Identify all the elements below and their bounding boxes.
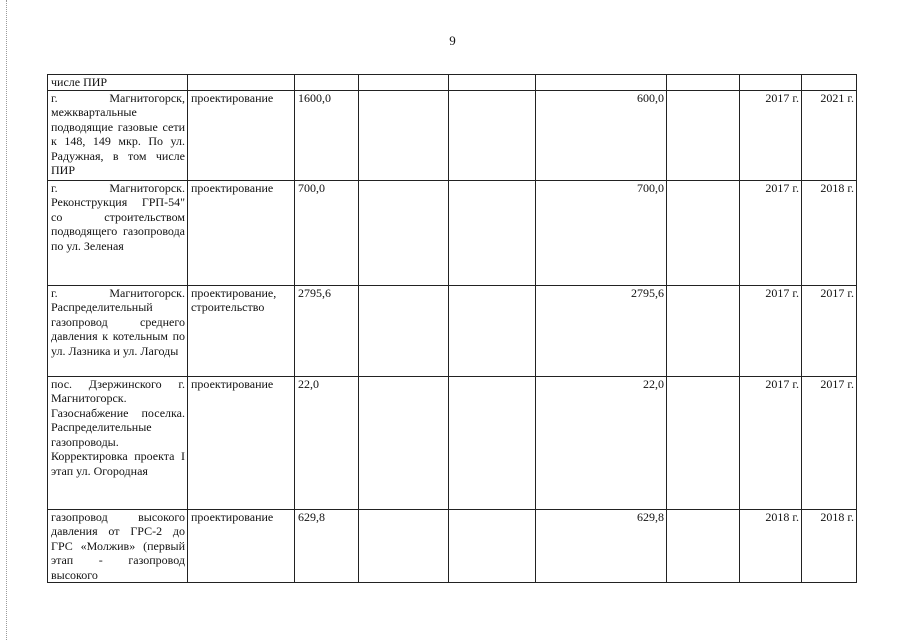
cell-start-year (740, 75, 802, 91)
cell-start-year: 2018 г. (740, 509, 802, 583)
cell-value (536, 75, 667, 91)
cell-total: 629,8 (295, 509, 359, 583)
cell-stage: проектирование (188, 376, 295, 509)
cell-end-year: 2018 г. (802, 180, 857, 285)
cell-description: газопровод высокого давления от ГРС-2 до ГРС «Молжив» (первый этап - газопровод высокого (48, 509, 188, 583)
cell-start-year: 2017 г. (740, 90, 802, 180)
cell-stage: проектирование (188, 90, 295, 180)
cell-description: пос. Дзержинского г. Магнитогорск. Газоснабжение поселка. Распределительные газопроводы. Корректировка проекта I этап ул. Огородная (48, 376, 188, 509)
cell-total: 22,0 (295, 376, 359, 509)
cell-description: г. Магнитогорск. Реконструкция ГРП-54" со строительством подводящего газопровода по ул. Зеленая (48, 180, 188, 285)
table-row (48, 75, 857, 91)
cell-end-year (802, 75, 857, 91)
cell-end-year: 2017 г. (802, 376, 857, 509)
cell-end-year: 2017 г. (802, 285, 857, 376)
cell-total: 1600,0 (295, 90, 359, 180)
cell-empty (667, 180, 740, 285)
cell-empty (667, 285, 740, 376)
cell-total (295, 75, 359, 91)
cell-empty (667, 75, 740, 91)
page-number: 9 (449, 33, 456, 48)
cell-start-year: 2017 г. (740, 285, 802, 376)
cell-value: 22,0 (536, 376, 667, 509)
cell-end-year: 2021 г. (802, 90, 857, 180)
page-left-edge (6, 0, 7, 640)
cell-total: 700,0 (295, 180, 359, 285)
cell-total: 2795,6 (295, 285, 359, 376)
cell-empty (359, 509, 449, 583)
cell-empty (359, 180, 449, 285)
cell-value: 629,8 (536, 509, 667, 583)
table-row (48, 90, 857, 180)
table-row (48, 509, 857, 583)
cell-empty (449, 90, 536, 180)
cell-empty (449, 180, 536, 285)
cell-end-year: 2018 г. (802, 509, 857, 583)
cell-empty (667, 90, 740, 180)
table-row (48, 180, 857, 285)
cell-value: 600,0 (536, 90, 667, 180)
cell-empty (449, 75, 536, 91)
data-table (47, 74, 857, 583)
table-row (48, 376, 857, 509)
cell-empty (449, 376, 536, 509)
cell-empty (359, 285, 449, 376)
cell-stage (188, 75, 295, 91)
cell-start-year: 2017 г. (740, 180, 802, 285)
table-row (48, 285, 857, 376)
cell-empty (667, 376, 740, 509)
cell-empty (359, 75, 449, 91)
cell-value: 700,0 (536, 180, 667, 285)
cell-empty (359, 90, 449, 180)
cell-description: г. Магнитогорск. Распределительный газопровод среднего давления к котельным по ул. Лазника и ул. Лагоды (48, 285, 188, 376)
cell-description: г. Магнитогорск, межквартальные подводящие газовые сети к 148, 149 мкр. По ул. Радужная, в том числе ПИР (48, 90, 188, 180)
cell-empty (449, 509, 536, 583)
cell-empty (359, 376, 449, 509)
cell-empty (449, 285, 536, 376)
cell-stage: проектирование (188, 509, 295, 583)
cell-stage: проектирование (188, 180, 295, 285)
cell-description: числе ПИР (48, 75, 188, 91)
cell-start-year: 2017 г. (740, 376, 802, 509)
cell-value: 2795,6 (536, 285, 667, 376)
cell-stage: проектирование, строительство (188, 285, 295, 376)
cell-empty (667, 509, 740, 583)
